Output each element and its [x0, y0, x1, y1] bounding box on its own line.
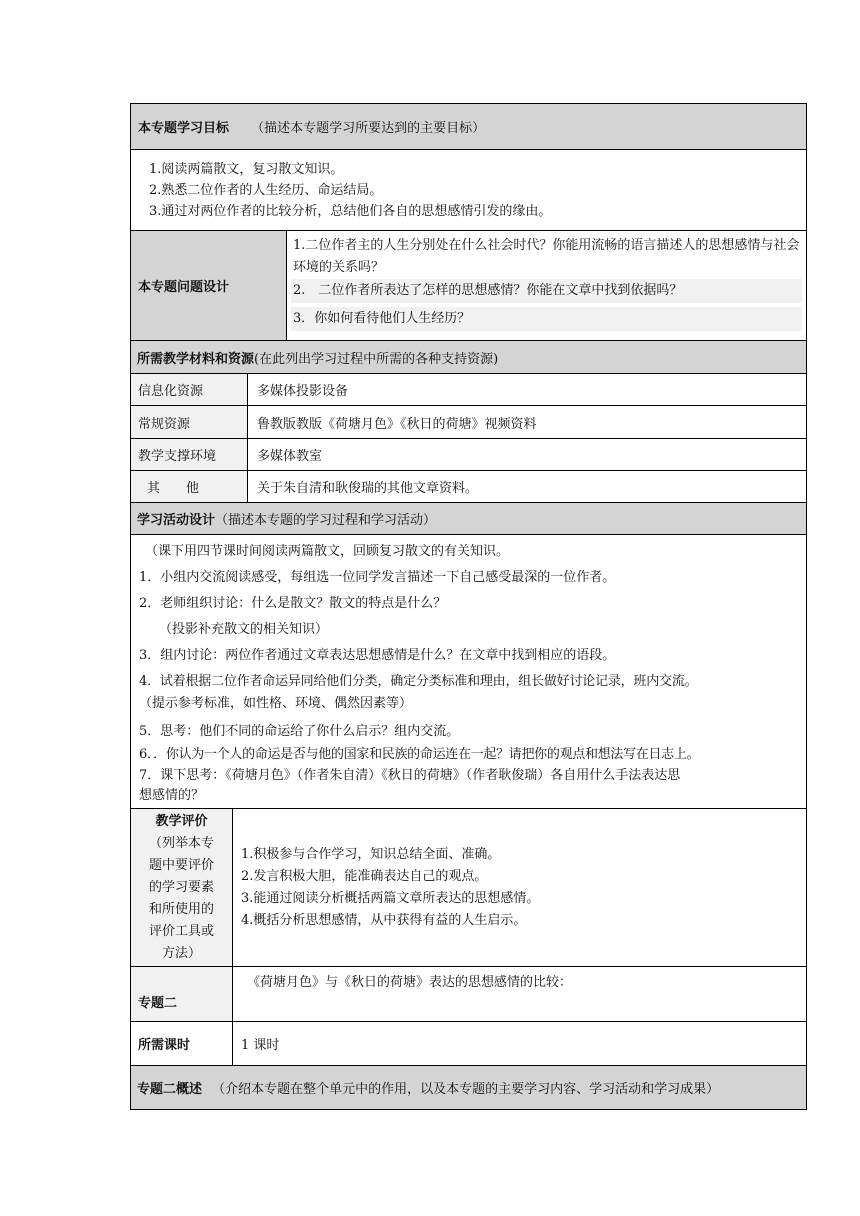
- lesson-plan-document: [130, 103, 806, 1110]
- activity-item: 2．老师组织讨论：什么是散文？散文的特点是什么？: [139, 596, 447, 611]
- materials-header: [131, 341, 807, 374]
- material-value: 多媒体教室: [248, 439, 807, 471]
- questions-list: [287, 231, 807, 341]
- evaluation-item: 4.概括分析思想感情，从中获得有益的人生启示。: [241, 912, 527, 928]
- evaluation-list: [233, 809, 807, 967]
- questions-title: 本专题问题设计: [138, 280, 230, 295]
- materials-note: (在此列出学习过程中所需的各种支持资源): [254, 351, 499, 367]
- evaluation-item: 1.积极参与合作学习，知识总结全面、准确。: [241, 846, 501, 862]
- activity-item: 4．试着根据二位作者命运异同给他们分类，确定分类标准和理由，组长做好讨论记录，班内交流。: [139, 674, 698, 689]
- activity-item: 6．．你认为一个人的命运是否与他的国家和民族的命运连在一起？请把你的观点和想法写在日志上。: [139, 747, 700, 762]
- activities-note: （描述本专题的学习过程和学习活动）: [215, 513, 437, 528]
- hours-title: 所需课时: [138, 1038, 191, 1053]
- evaluation-item: 2.发言积极大胆，能准确表达自己的观点。: [241, 868, 488, 884]
- goals-title: 本专题学习目标: [138, 121, 230, 136]
- goals-note: （描述本专题学习所要达到的主要目标）: [251, 121, 486, 136]
- topic2-title: 专题二: [138, 995, 178, 1011]
- goal-item: 1.阅读两篇散文，复习散文知识。: [149, 161, 344, 177]
- activity-item: 1．小组内交流阅读感受，每组选一位同学发言描述一下自己感受最深的一位作者。: [139, 570, 616, 585]
- activity-item: 想感情的？: [139, 788, 205, 803]
- lesson-plan-table: [130, 103, 807, 1110]
- material-value: 鲁教版教版《荷塘月色》《秋日的荷塘》视频资料: [248, 406, 807, 439]
- questions-label-cell: [131, 231, 287, 341]
- question-item: 2. 二位作者所表达了怎样的思想感情？你能在文章中找到依据吗？: [291, 279, 802, 303]
- overview-title: 专题二概述: [137, 1082, 203, 1097]
- material-label: 常规资源: [131, 406, 248, 439]
- activity-item: （投影补充散文的相关知识）: [159, 622, 329, 637]
- material-label: 信息化资源: [131, 374, 248, 406]
- question-item: 3．你如何看待他们人生经历？: [291, 307, 802, 331]
- goal-item: 2.熟悉二位作者的人生经历、命运结局。: [149, 182, 383, 198]
- evaluation-item: 3.能通过阅读分析概括两篇文章所表达的思想感情。: [241, 890, 540, 906]
- activity-item: 3．组内讨论：两位作者通过文章表达思想感情是什么？在文章中找到相应的语段。: [139, 648, 616, 663]
- hours-value: 1 课时: [241, 1038, 280, 1053]
- activities-title: 学习活动设计: [137, 513, 216, 528]
- overview-note: （介绍本专题在整个单元中的作用，以及本专题的主要学习内容、学习活动和学习成果）: [212, 1082, 720, 1097]
- goals-header: [131, 104, 807, 150]
- activities-list: [131, 535, 807, 809]
- hours-value-cell: [233, 1022, 807, 1066]
- hours-label-cell: [131, 1022, 233, 1066]
- material-label: 教学支撑环境: [131, 439, 248, 471]
- topic2-label-cell: [131, 967, 233, 1022]
- question-item: 1.二位作者主的人生分别处在什么社会时代？你能用流畅的语言描述人的思想感情与社会环境的关系吗？: [293, 238, 800, 275]
- evaluation-label-cell: 教学评价 （列举本专 题中要评价 的学习要素 和所使用的 评价工具或 方法）: [131, 809, 233, 967]
- material-value: 关于朱自清和耿俊瑞的其他文章资料。: [248, 471, 807, 503]
- activity-item: （提示参考标准，如性格、环境、偶然因素等）: [139, 696, 413, 711]
- material-label: 其 他: [131, 471, 248, 503]
- activities-header: [131, 503, 807, 535]
- activity-item: 7．课下思考：《荷塘月色》（作者朱自清）《秋日的荷塘》（作者耿俊瑞）各自用什么手法表达思: [139, 768, 681, 783]
- activity-item: 5．思考：他们不同的命运给了你什么启示？组内交流。: [139, 724, 460, 739]
- topic2-content: 《荷塘月色》与《秋日的荷塘》表达的思想感情的比较：: [233, 967, 807, 1022]
- evaluation-title: 教学评价: [155, 813, 208, 829]
- material-value: 多媒体投影设备: [248, 374, 807, 406]
- goals-list: [131, 150, 807, 231]
- materials-title: 所需教学材料和资源: [137, 351, 255, 367]
- activity-item: （课下用四节课时间阅读两篇散文，回顾复习散文的有关知识。: [145, 544, 510, 559]
- overview-header: [131, 1066, 807, 1110]
- goal-item: 3.通过对两位作者的比较分析，总结他们各自的思想感情引发的缘由。: [149, 203, 552, 219]
